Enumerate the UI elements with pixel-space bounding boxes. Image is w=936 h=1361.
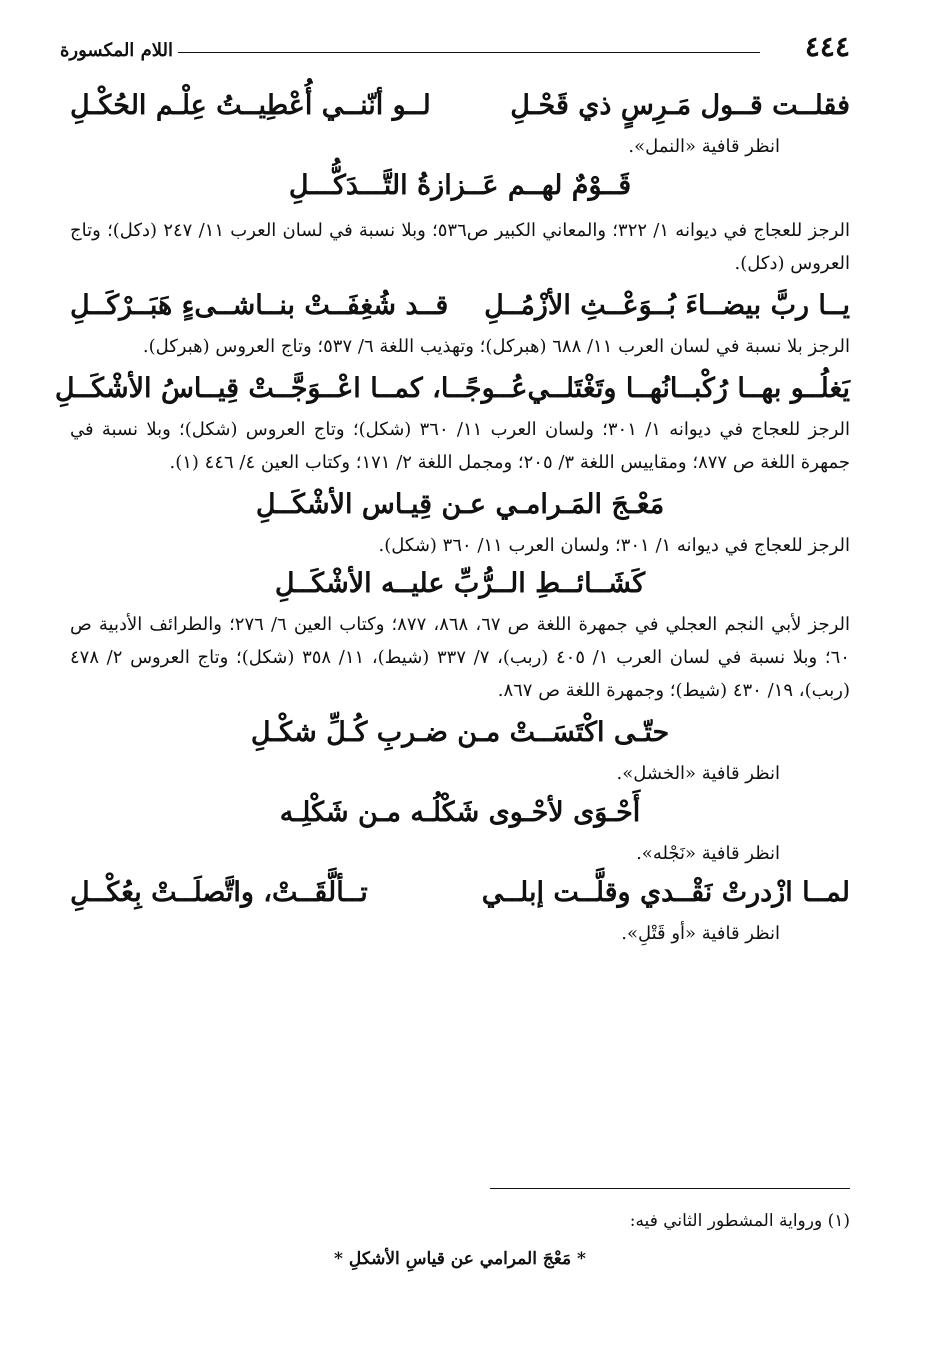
footnote-text: (١) ورواية المشطور الثاني فيه:	[629, 1211, 850, 1231]
verse-line	[70, 562, 850, 608]
source-note: الرجز بلا نسبة في لسان العرب ١١/ ٦٨٨ (هبركل)؛ وتهذيب اللغة ٦/ ٥٣٧؛ وتاج العروس (هبركل).	[142, 336, 850, 357]
cross-reference: انظر قافية «أو قَتْلِ».	[621, 923, 780, 944]
verse-second-hemistich: تــألَّقَــتْ، واتَّصلَــتْ بِعُكْــلِ	[70, 877, 368, 908]
page-header	[60, 30, 850, 70]
running-title: اللام المكسورة	[60, 40, 173, 61]
verse-line	[70, 791, 850, 837]
verse-single: كَشَــائــطِ الــرُّبِّ عليــه الأشْكَــلِ	[274, 568, 646, 599]
verse-line	[70, 871, 850, 917]
verse-single: أَحْـوَى لأحْـوى شَكْلُـه مـن شَكْلِـه	[279, 797, 641, 828]
source-note: الرجز لأبي النجم العجلي في جمهرة اللغة ص ٦٧، ٨٦٨، ٨٧٧؛ وكتاب العين ٦/ ٢٧٦؛ والطرائف الأدبية ص ٦٠؛ وبلا نسبة في لسان العرب ١/ ٤٠٥ (ربب)، ٧/ ٣٣٧ (شيط)، ١١/ ٣٥٨ (شكل)؛ وتاج العروس ٢/ ٤٧٨ (ربب)، ١٩/ ٤٣٠ (شيط)؛ وجمهرة اللغة ص ٨٦٧.	[70, 614, 850, 701]
verse-line	[70, 711, 850, 757]
verse-line	[54, 367, 850, 413]
verse-first-hemistich: فقلــت قــول مَـرِسٍ ذي قَحْـلِ	[510, 90, 850, 121]
verse-single: مَعْـجَ المَـرامـي عـن قِيـاس الأشْكَــلِ	[255, 489, 665, 520]
footnote-quote: * مَعْجَ المرامي عن قياسِ الأشكلِ *	[334, 1249, 586, 1269]
page-number: ٤٤٤	[804, 30, 850, 63]
cross-reference: انظر قافية «الخشل».	[616, 763, 780, 784]
header-rule	[178, 52, 760, 53]
verse-line	[70, 483, 850, 529]
footnote-rule	[490, 1188, 850, 1189]
cross-reference: انظر قافية «نَجْله».	[636, 843, 780, 864]
verse-single: حتّـى اكْتَسَــتْ مـن ضـربِ كُـلِّ شكْـلِ	[250, 717, 670, 748]
verse-first-hemistich: يَغلُــو بهــا رُكْبــانُهــا وتَغْتَلــي	[527, 373, 850, 404]
cross-reference: انظر قافية «النمل».	[628, 136, 780, 157]
verse-single: قَــوْمٌ لهــم عَــزازةُ التَّـــدَكُّـــلِ	[288, 170, 632, 201]
page-body	[54, 84, 850, 951]
verse-second-hemistich: عُــوجًــا، كمــا اعْــوَجَّــتْ قِيــاسُ الأشْكَــلِ	[54, 373, 528, 404]
verse-line	[70, 164, 850, 210]
footnote	[70, 1206, 850, 1274]
verse-second-hemistich: قــد شُغِفَــتْ بنــاشــىءٍ هَبَــرْكَــلِ	[70, 290, 449, 321]
source-note: الرجز للعجاج في ديوانه ١/ ٣٠١؛ ولسان العرب ١١/ ٣٦٠ (شكل)؛ وتاج العروس (شكل)؛ وبلا نسبة في جمهرة اللغة ص ٨٧٧؛ ومقاييس اللغة ٣/ ٢٠٥؛ ومجمل اللغة ٢/ ١٧١؛ وكتاب العين ٤/ ٤٤٦ (١).	[70, 419, 850, 473]
verse-second-hemistich: لــو أنّنــي أُعْطِيــتُ عِلْـم الحُكْـلِ	[70, 90, 431, 121]
source-note: الرجز للعجاج في ديوانه ١/ ٣٠١؛ ولسان العرب ١١/ ٣٦٠ (شكل).	[378, 535, 850, 556]
verse-first-hemistich: لمــا ازْدرتْ نَقْــدي وقلَّــت إبلــي	[481, 877, 850, 908]
verse-line	[70, 84, 850, 130]
source-note: الرجز للعجاج في ديوانه ١/ ٣٢٢؛ والمعاني الكبير ص٥٣٦؛ وبلا نسبة في لسان العرب ١١/ ٢٤٧ (دكل)؛ وتاج العروس (دكل).	[70, 220, 850, 274]
verse-line	[70, 284, 850, 330]
verse-first-hemistich: يــا ربَّ بيضــاءَ بُــوَعْــثِ الأزْمُــلِ	[484, 290, 850, 321]
